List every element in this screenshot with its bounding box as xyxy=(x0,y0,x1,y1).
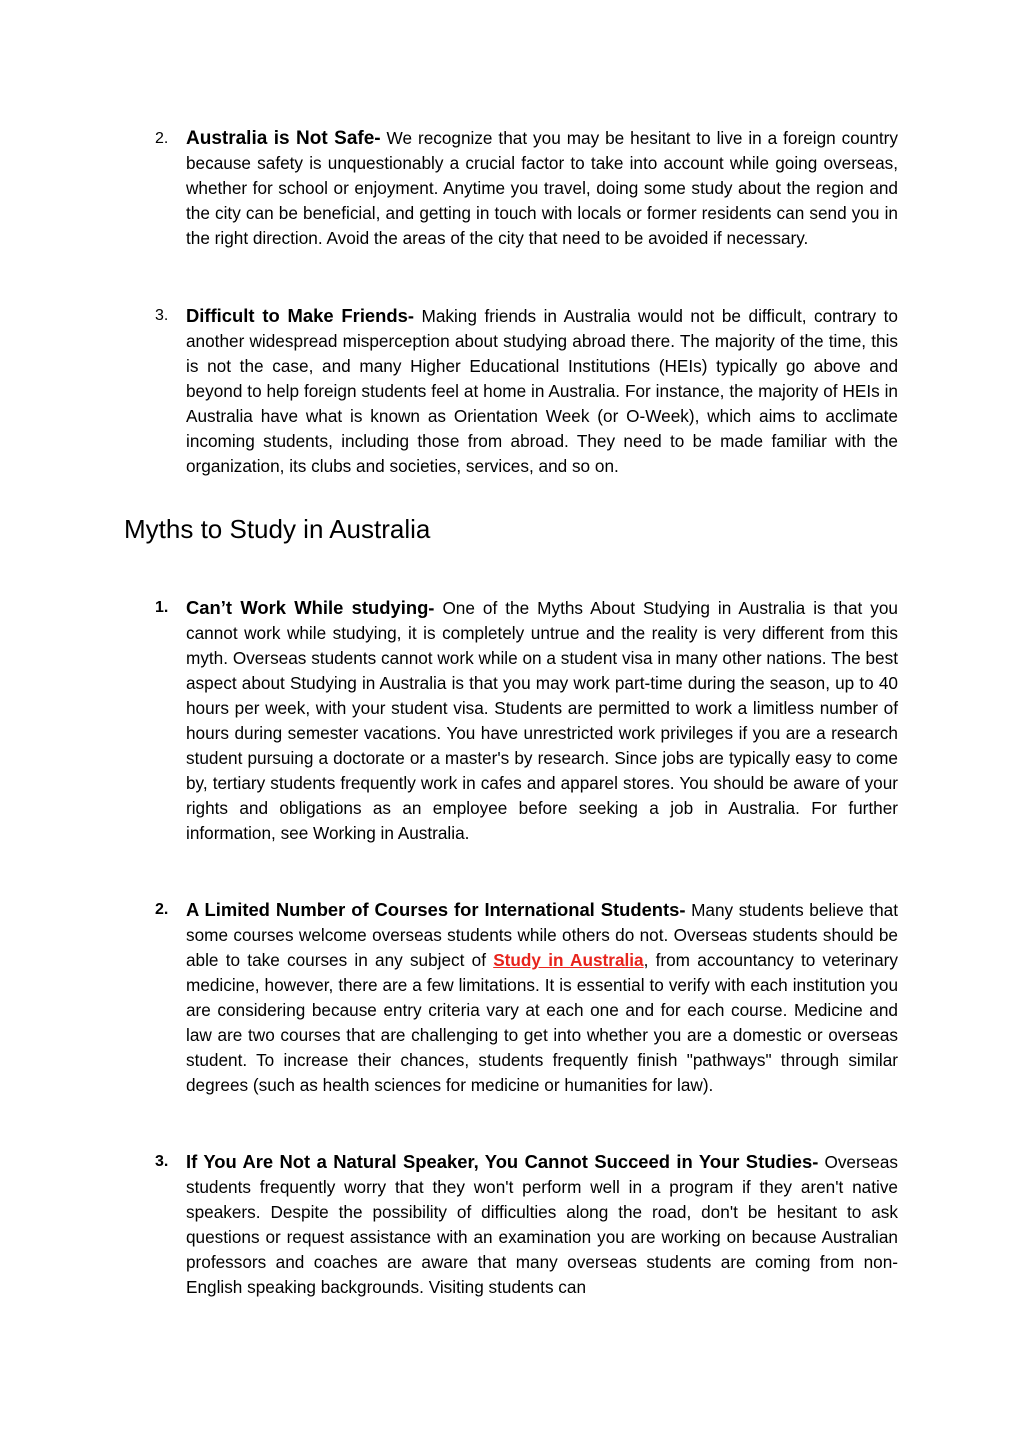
list-number: 1. xyxy=(155,599,169,616)
list-item-body: Overseas students frequently worry that they won't perform well in a program if they aren't native speakers. Despite the possibility of difficulties along the road, don't be hesitant to ask questions or request assistance with an examination you are working on because Australian professors and coaches are aware that many overseas students are coming from non-English speaking backgrounds. Visiting students can xyxy=(186,1152,899,1297)
list-item-work xyxy=(155,595,898,846)
list-item-friends xyxy=(155,303,898,479)
list-item-body-continued: , from accountancy to veterinary medicine, however, there are a few limitations. It is essential to verify with each institution you are considering because entry criteria vary at each one and for each course. Medicine and law are two courses that are challenging to get into whether you are a domestic or overseas student. To increase their chances, students frequently finish "pathways" through similar degrees (such as health sciences for medicine or humanities for law). xyxy=(186,950,898,1095)
list-item-title: Can’t Work While studying- xyxy=(186,597,435,618)
list-number: 2. xyxy=(155,901,169,918)
list-item-title: Australia is Not Safe- xyxy=(186,128,381,149)
list-item-title: If You Are Not a Natural Speaker, You Cannot Succeed in Your Studies- xyxy=(186,1151,819,1172)
list-number: 3. xyxy=(155,1153,169,1170)
list-item-body: One of the Myths About Studying in Australia is that you cannot work while studying, it is completely untrue and the reality is very different from this myth. Overseas students cannot work while on a student visa in many other nations. The best aspect about Studying in Australia is that you may work part-time during the season, up to 40 hours per week, with your student visa. Students are permitted to work a limitless number of hours during semester vacations. You have unrestricted work privileges if you are a research student pursuing a doctorate or a master's by research. Since jobs are typically easy to come by, tertiary students frequently work in cafes and apparel stores. You should be aware of your rights and obligations as an employee before seeking a job in Australia. For further information, see Working in Australia. xyxy=(186,598,898,843)
study-in-australia-link[interactable]: Study in Australia xyxy=(493,950,644,970)
list-item-courses xyxy=(155,897,898,1098)
list-item-title: Difficult to Make Friends- xyxy=(186,305,414,326)
section-heading: Myths to Study in Australia xyxy=(124,514,431,544)
list-item-not-safe xyxy=(155,126,898,251)
list-item-body: Many students believe that some courses welcome overseas students while others do not. Overseas students should be able to take courses in any subject of xyxy=(186,900,898,970)
list-item-title: A Limited Number of Courses for International Students- xyxy=(186,899,686,920)
list-number: 2. xyxy=(155,130,169,147)
list-item-body: We recognize that you may be hesitant to live in a foreign country because safety is unquestionably a crucial factor to take into account while going overseas, whether for school or enjoyment. Anytime you travel, doing some study about the region and the city can be beneficial, and getting in touch with locals or former residents can send you in the right direction. Avoid the areas of the city that need to be avoided if necessary. xyxy=(186,128,898,248)
list-item-body: Making friends in Australia would not be difficult, contrary to another widespread misperception about studying abroad there. The majority of the time, this is not the case, and many Higher Educational Institutions (HEIs) typically go above and beyond to help foreign students feel at home in Australia. For instance, the majority of HEIs in Australia have what is known as Orientation Week (or O-Week), which aims to acclimate incoming students, including those from abroad. They need to be made familiar with the organization, its clubs and societies, services, and so on. xyxy=(186,306,898,476)
list-number: 3. xyxy=(155,307,169,324)
list-item-speaker xyxy=(155,1149,899,1300)
